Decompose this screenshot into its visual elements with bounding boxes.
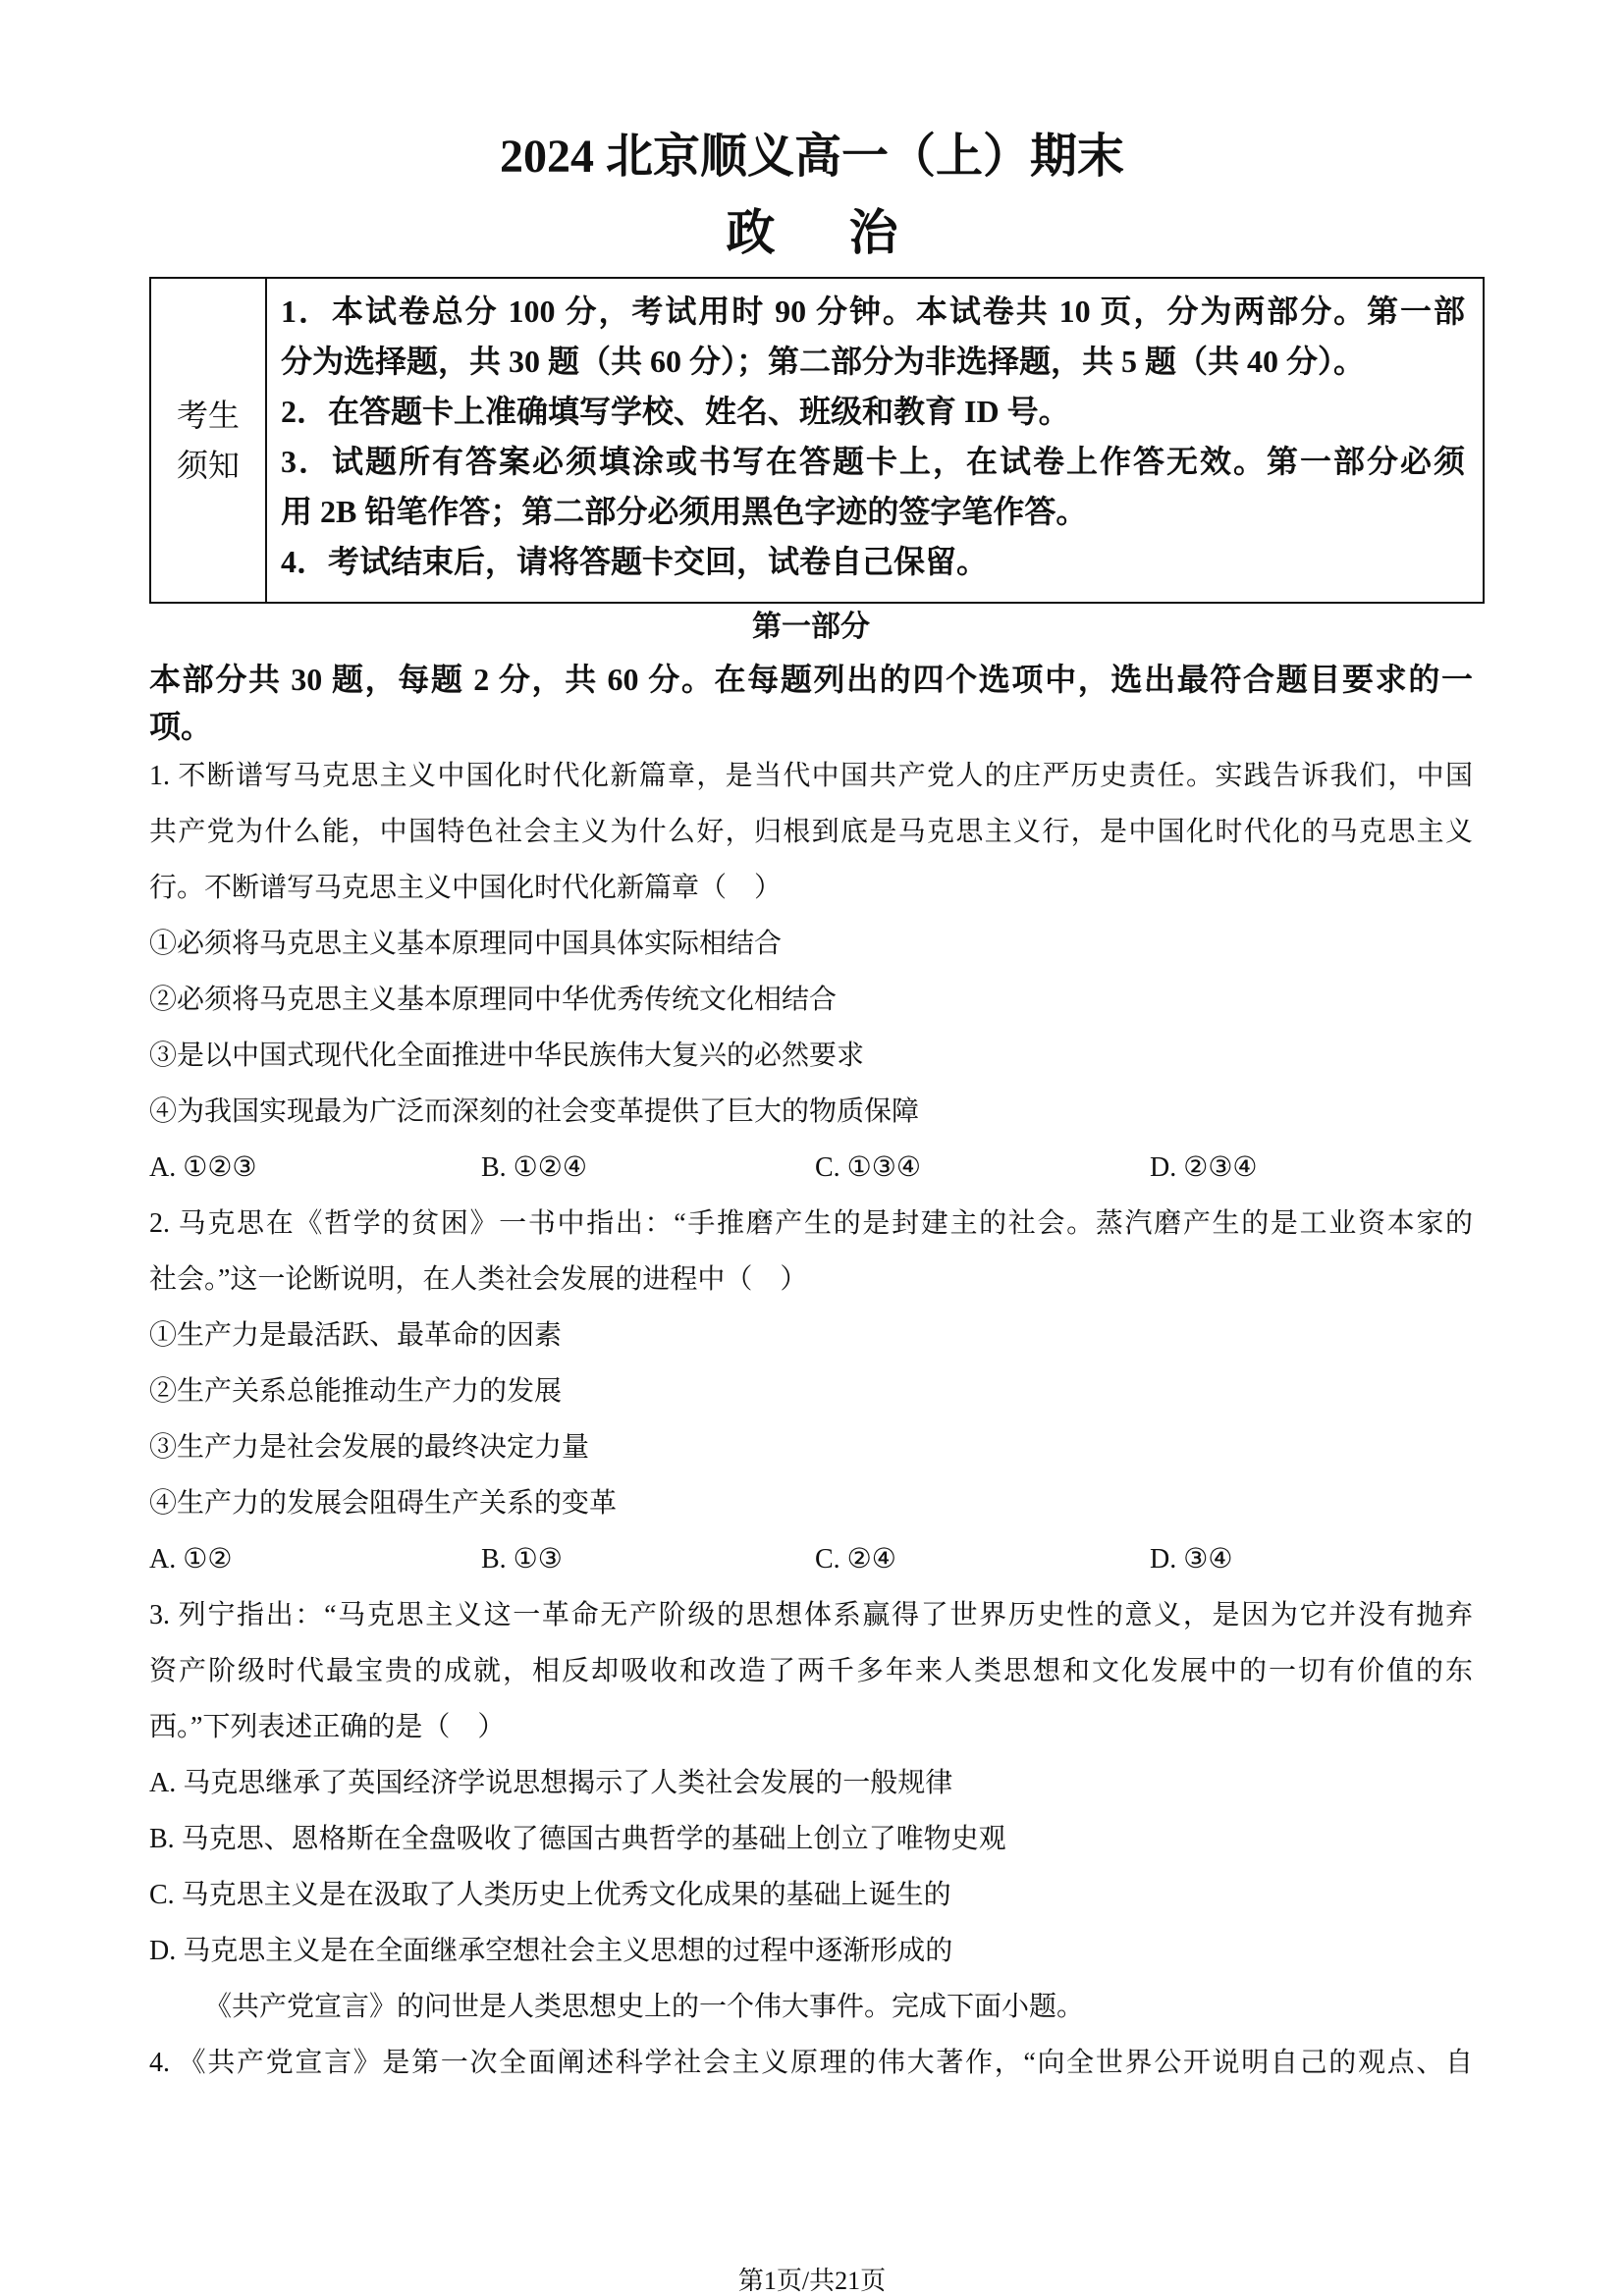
option-a: A. 马克思继承了英国经济学说思想揭示了人类社会发展的一般规律 (149, 1768, 953, 1798)
question-stem-line: 西。”下列表述正确的是（ ） (149, 1712, 506, 1742)
option-c: C. 马克思主义是在汲取了人类历史上优秀文化成果的基础上诞生的 (149, 1880, 951, 1910)
notice-line: 2．在答题卡上准确填写学校、姓名、班级和教育 ID 号。 (281, 394, 1070, 429)
notice-line: 1．本试卷总分 100 分，考试用时 90 分钟。本试卷共 10 页，分为两部分。第一部 (281, 294, 1465, 329)
page-title: 2024 北京顺义高一（上）期末 (499, 131, 1124, 183)
option-c: C. ②④ (815, 1544, 896, 1575)
option-d: D. 马克思主义是在全面继承空想社会主义思想的过程中逐渐形成的 (149, 1936, 953, 1966)
notice-label-line: 须知 (176, 447, 240, 483)
question-stem-line: 行。不断谱写马克思主义中国化时代化新篇章（ ） (149, 873, 783, 903)
option-c: C. ①③④ (815, 1152, 921, 1183)
question-2 (149, 1196, 1473, 1587)
statement-line: ③生产力是社会发展的最终决定力量 (149, 1432, 590, 1463)
notice-content (267, 279, 1483, 602)
question-stem-line: 共产党为什么能，中国特色社会主义为什么好，归根到底是马克思主义行，是中国化时代化的马克思主义 (149, 817, 1473, 847)
option-d: D. ③④ (1150, 1544, 1233, 1575)
option-b: B. ①②④ (481, 1152, 587, 1183)
option-b: B. ①③ (481, 1544, 563, 1575)
statement-line: ①必须将马克思主义基本原理同中国具体实际相结合 (149, 929, 783, 959)
page-number: 第1页/共21页 (737, 2267, 887, 2295)
instruction-line: 本部分共 30 题，每题 2 分，共 60 分。在每题列出的四个选项中，选出最符合题目要求的一 (149, 662, 1473, 697)
options-row (149, 1531, 1473, 1587)
option-b: B. 马克思、恩格斯在全盘吸收了德国古典哲学的基础上创立了唯物史观 (149, 1824, 1006, 1854)
option-a: A. ①②③ (149, 1152, 257, 1183)
statement-line: ④生产力的发展会阻碍生产关系的变革 (149, 1488, 618, 1519)
statement-line: ①生产力是最活跃、最革命的因素 (149, 1320, 563, 1351)
notice-label-line: 考生 (176, 397, 240, 433)
question-list (149, 748, 1473, 2091)
question-stem-line: 社会。”这一论断说明，在人类社会发展的进程中（ ） (149, 1264, 808, 1295)
instruction-line: 项。 (149, 709, 213, 744)
option-d: D. ②③④ (1150, 1152, 1258, 1183)
notice-line: 用 2B 铅笔作答；第二部分必须用黑色字迹的签字笔作答。 (281, 494, 1088, 529)
question-stem-line: 资产阶级时代最宝贵的成就，相反却吸收和改造了两千多年来人类思想和文化发展中的一切有价值的东 (149, 1656, 1473, 1686)
notice-line: 4．考试结束后，请将答题卡交回，试卷自己保留。 (281, 544, 989, 579)
question-3 (149, 1587, 1473, 1979)
option-a: A. ①② (149, 1544, 233, 1575)
subject-title: 政 治 (726, 205, 910, 260)
question-group-intro: 《共产党宣言》的问世是人类思想史上的一个伟大事件。完成下面小题。 (204, 1992, 1085, 2022)
options-row (149, 1140, 1473, 1196)
notice-label (151, 279, 267, 602)
question-stem-line: 4. 《共产党宣言》是第一次全面阐述科学社会主义原理的伟大著作，“向全世界公开说明自己的观点、自 (149, 2048, 1473, 2078)
question-stem-line: 2. 马克思在《哲学的贫困》一书中指出：“手推磨产生的是封建主的社会。蒸汽磨产生的是工业资本家的 (149, 1208, 1473, 1239)
statement-line: ②生产关系总能推动生产力的发展 (149, 1376, 563, 1407)
statement-line: ③是以中国式现代化全面推进中华民族伟大复兴的必然要求 (149, 1041, 865, 1071)
notice-box (149, 277, 1485, 604)
question-1 (149, 748, 1473, 1196)
statement-line: ④为我国实现最为广泛而深刻的社会变革提供了巨大的物质保障 (149, 1096, 920, 1127)
notice-line: 3．试题所有答案必须填涂或书写在答题卡上，在试卷上作答无效。第一部分必须 (281, 444, 1465, 479)
notice-line: 分为选择题，共 30 题（共 60 分）；第二部分为非选择题，共 5 题（共 40 分）。 (281, 344, 1366, 379)
question-stem-line: 1. 不断谱写马克思主义中国化时代化新篇章，是当代中国共产党人的庄严历史责任。实践告诉我们，中国 (149, 761, 1473, 791)
question-stem-line: 3. 列宁指出：“马克思主义这一革命无产阶级的思想体系赢得了世界历史性的意义，是因为它并没有抛弃 (149, 1600, 1473, 1630)
question-4 (149, 2035, 1473, 2091)
section-instructions (149, 656, 1473, 750)
statement-line: ②必须将马克思主义基本原理同中华优秀传统文化相结合 (149, 985, 838, 1015)
section-title: 第一部分 (752, 611, 870, 643)
